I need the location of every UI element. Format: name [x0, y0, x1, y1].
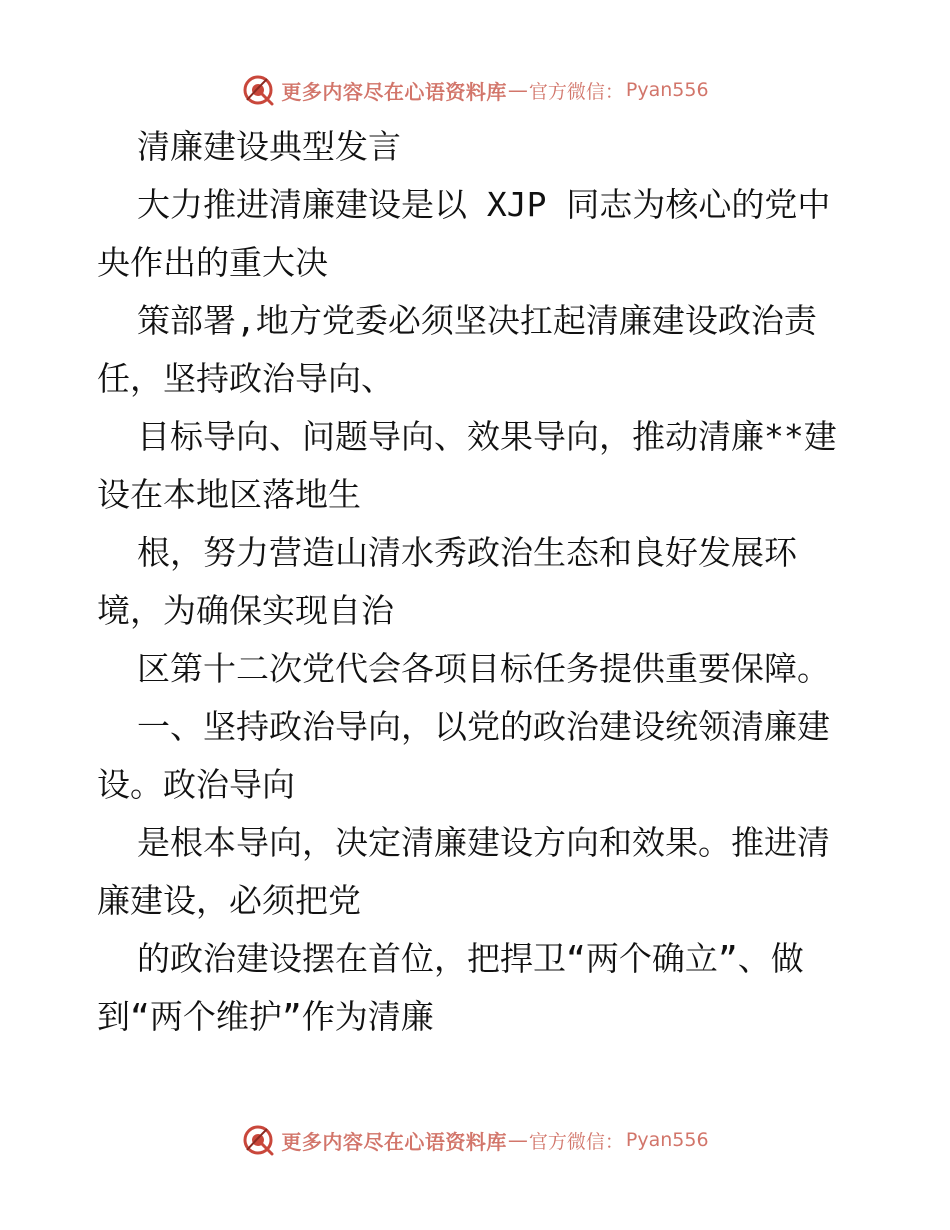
paragraph-line: 任，坚持政治导向、 — [97, 359, 394, 398]
footer-banner — [0, 1120, 950, 1160]
banner-dash: — — [507, 1128, 528, 1152]
section-heading-line: 一、坚持政治导向，以党的政治建设统领清廉建 — [137, 707, 830, 746]
paragraph-line: 境，为确保实现自治 — [97, 591, 394, 630]
paragraph-line: 大力推进清廉建设是以 XJP 同志为核心的党中 — [137, 185, 831, 224]
quill-circle-logo-icon — [241, 73, 275, 107]
paragraph-line: 央作出的重大决 — [97, 243, 328, 282]
paragraph-line: 设。政治导向 — [97, 765, 295, 804]
paragraph-line: 廉建设，必须把党 — [97, 881, 361, 920]
banner-dash: — — [507, 78, 528, 102]
document-title: 清廉建设典型发言 — [137, 127, 401, 166]
header-banner — [0, 70, 950, 110]
paragraph-line: 设在本地区落地生 — [97, 475, 361, 514]
paragraph-line: 是根本导向，决定清廉建设方向和效果。推进清 — [137, 823, 830, 862]
banner-wechat-label: 官方微信： — [528, 1130, 624, 1153]
banner-brand: 更多内容尽在心语资料库 — [281, 79, 507, 104]
banner-wechat-label: 官方微信： — [528, 80, 624, 103]
banner-wechat-id: Pyan556 — [625, 79, 709, 101]
paragraph-line: 区第十二次党代会各项目标任务提供重要保障。 — [137, 649, 830, 688]
banner-wechat-id: Pyan556 — [625, 1129, 709, 1151]
paragraph-line: 目标导向、问题导向、效果导向，推动清廉**建 — [137, 417, 837, 456]
quill-circle-logo-icon — [241, 1123, 275, 1157]
paragraph-line: 的政治建设摆在首位，把捍卫“两个确立”、做 — [137, 939, 804, 978]
paragraph-line: 根，努力营造山清水秀政治生态和良好发展环 — [137, 533, 797, 572]
document-body — [97, 118, 857, 1046]
banner-brand: 更多内容尽在心语资料库 — [281, 1129, 507, 1154]
paragraph-line: 到“两个维护”作为清廉 — [97, 997, 434, 1036]
paragraph-line: 策部署,地方党委必须坚决扛起清廉建设政治责 — [137, 301, 817, 340]
